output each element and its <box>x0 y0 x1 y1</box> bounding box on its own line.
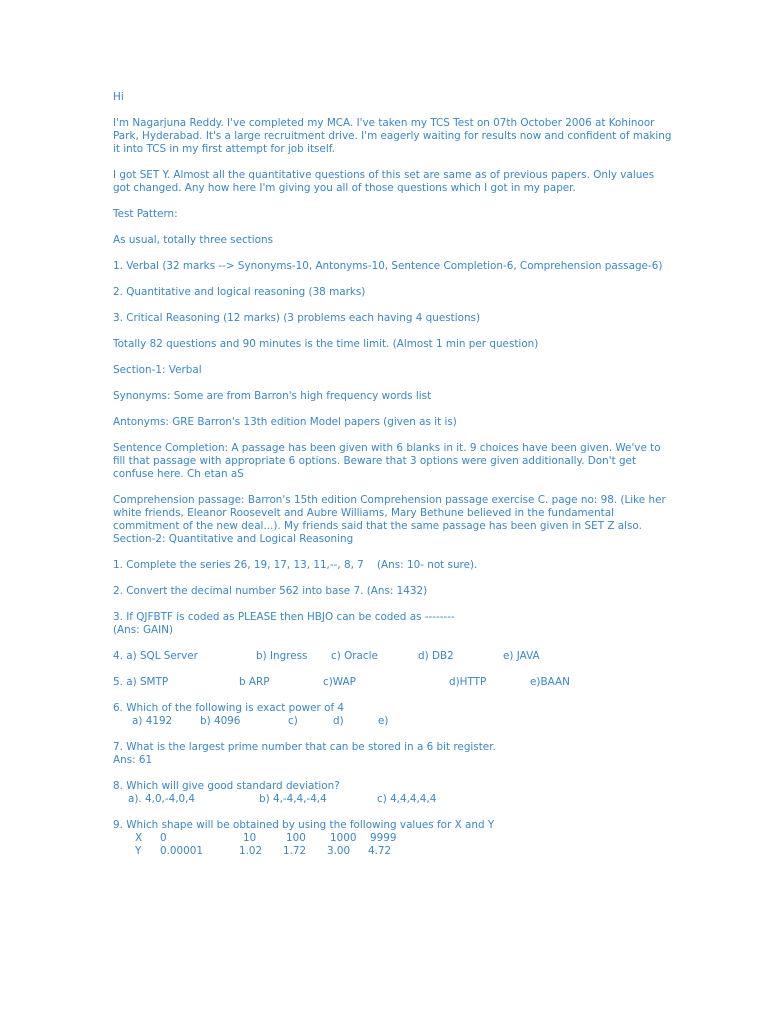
q4-option-e: e) JAVA <box>503 650 540 662</box>
q8-option-a: a). 4,0,-4,0,4 <box>128 793 196 805</box>
q5-option-a: 5. a) SMTP <box>113 676 169 688</box>
question-6-text: 6. Which of the following is exact power of 4 <box>113 702 345 714</box>
question-7-answer: Ans: 61 <box>113 754 153 766</box>
antonyms-text: Antonyms: GRE Barron's 13th edition Model papers (given as it is) <box>113 416 457 428</box>
question-6 <box>113 702 673 728</box>
intro-paragraph: I'm Nagarjuna Reddy. I've completed my MCA. I've taken my TCS Test on 07th October 2006 at Kohinoor Park, Hyderabad. It's a large recruitment drive. I'm eagerly waiting for results now and confident of making it into TCS in my first attempt for job itself. <box>113 117 675 155</box>
quant-heading: Section-2: Quantitative and Logical Reasoning <box>113 533 354 545</box>
q6-option-b: b) 4096 <box>200 715 241 727</box>
q9-x-value: 0 <box>160 832 167 844</box>
sections-intro: As usual, totally three sections <box>113 234 273 246</box>
synonyms-text: Synonyms: Some are from Barron's high frequency words list <box>113 390 432 402</box>
q9-x-value: 10 <box>243 832 257 844</box>
q4-option-c: c) Oracle <box>331 650 378 662</box>
q5-option-b: b ARP <box>239 676 270 688</box>
q9-y-value: 3.00 <box>327 845 351 857</box>
q5-option-c: c)WAP <box>323 676 356 688</box>
q5-option-d: d)HTTP <box>449 676 487 688</box>
question-7 <box>113 741 673 767</box>
q9-y-row <box>113 845 673 858</box>
question-6-options <box>113 715 673 728</box>
question-8-text: 8. Which will give good standard deviation? <box>113 780 340 792</box>
sentence-completion-text: Sentence Completion: A passage has been given with 6 blanks in it. 9 choices have been given. We've to fill that passage with appropriate 6 options. Beware that 3 options were given additionally. Don't get confuse here. Ch etan aS <box>113 442 664 480</box>
q6-option-e: e) <box>378 715 389 727</box>
verbal-heading: Section-1: Verbal <box>113 364 202 376</box>
question-5 <box>113 676 673 689</box>
q8-option-b: b) 4,-4,4,-4,4 <box>259 793 327 805</box>
question-3-answer: (Ans: GAIN) <box>113 624 174 636</box>
comprehension-text: Comprehension passage: Barron's 15th edition Comprehension passage exercise C. page no: 98. (Like her white friends, Eleanor Roosevelt and Aubre Williams, Mary Bethune believed in the fundamental commitment of the new deal...). My friends said that the same passage has been given in SET Z also. <box>113 494 670 532</box>
section-3-description: 3. Critical Reasoning (12 marks) (3 problems each having 4 questions) <box>113 312 481 324</box>
time-limit-text: Totally 82 questions and 90 minutes is the time limit. (Almost 1 min per question) <box>113 338 539 350</box>
question-8-options <box>113 793 673 806</box>
q4-option-b: b) Ingress <box>256 650 308 662</box>
q9-y-value: 0.00001 <box>160 845 203 857</box>
question-9-text: 9. Which shape will be obtained by using the following values for X and Y <box>113 819 495 831</box>
q9-y-value: 4.72 <box>368 845 392 857</box>
q9-x-label: X <box>135 832 143 844</box>
question-3 <box>113 611 673 637</box>
q9-y-value: 1.72 <box>283 845 307 857</box>
q5-option-e: e)BAAN <box>530 676 570 688</box>
q9-x-value: 1000 <box>330 832 357 844</box>
question-9 <box>113 819 673 858</box>
q4-option-d: d) DB2 <box>418 650 454 662</box>
q4-option-a: 4. a) SQL Server <box>113 650 198 662</box>
question-1: 1. Complete the series 26, 19, 17, 13, 11,--, 8, 7 (Ans: 10- not sure). <box>113 559 478 571</box>
question-8 <box>113 780 673 806</box>
document-body <box>113 91 673 858</box>
q9-y-label: Y <box>135 845 142 857</box>
q6-option-c: c) <box>288 715 298 727</box>
set-info-paragraph: I got SET Y. Almost all the quantitative questions of this set are same as of previous papers. Only values got changed. Any how here I'm giving you all of those questions which I got in my paper. <box>113 169 658 194</box>
q9-x-value: 100 <box>286 832 306 844</box>
q6-option-a: a) 4192 <box>132 715 173 727</box>
q9-y-value: 1.02 <box>239 845 263 857</box>
question-2: 2. Convert the decimal number 562 into base 7. (Ans: 1432) <box>113 585 428 597</box>
q9-x-value: 9999 <box>370 832 397 844</box>
q8-option-c: c) 4,4,4,4,4 <box>377 793 437 805</box>
q9-x-row <box>113 832 673 845</box>
q6-option-d: d) <box>333 715 344 727</box>
question-7-text: 7. What is the largest prime number that can be stored in a 6 bit register. <box>113 741 496 753</box>
section-1-description: 1. Verbal (32 marks --> Synonyms-10, Antonyms-10, Sentence Completion-6, Comprehension passage-6) <box>113 260 663 272</box>
question-3-text: 3. If QJFBTF is coded as PLEASE then HBJO can be coded as -------- <box>113 611 455 623</box>
question-4 <box>113 650 673 663</box>
greeting: Hi <box>113 91 124 103</box>
test-pattern-heading: Test Pattern: <box>113 208 178 220</box>
section-2-description: 2. Quantitative and logical reasoning (38 marks) <box>113 286 366 298</box>
